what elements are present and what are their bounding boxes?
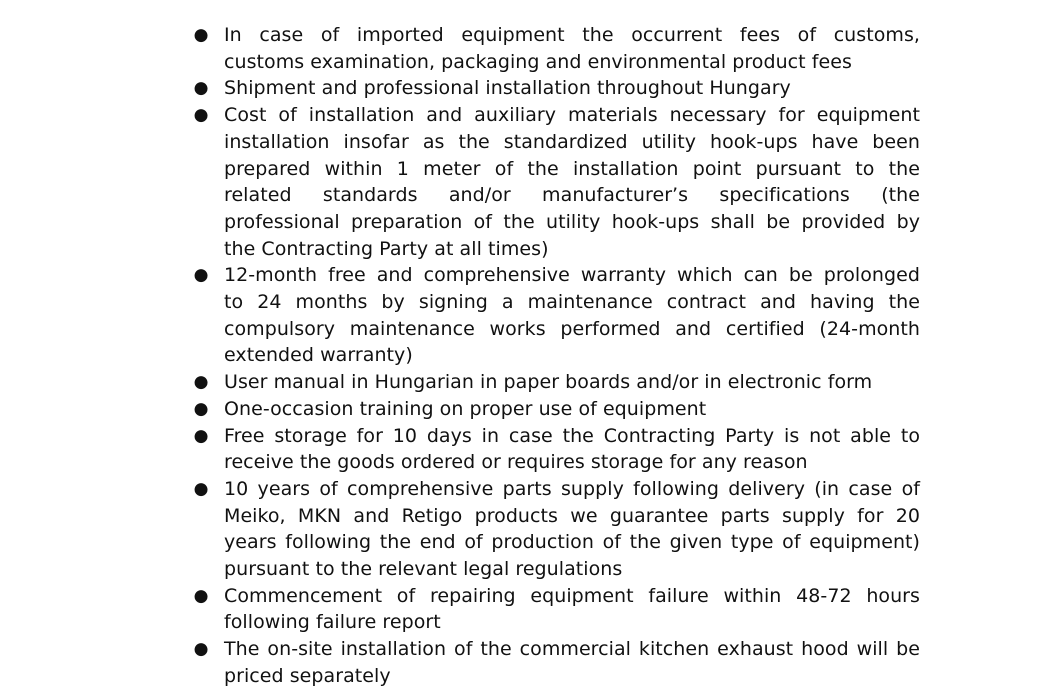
text-line: customs examination, packaging and environmental product fees: [224, 50, 852, 73]
bullet-dot-icon: ●: [193, 105, 209, 126]
text-line: 12-month free and comprehensive warranty which can be prolonged: [224, 264, 920, 287]
text-line: following failure report: [224, 611, 441, 634]
text-line: professional preparation of the utility hook-ups shall be provided by: [224, 210, 920, 233]
text-line: User manual in Hungarian in paper boards and/or in electronic form: [224, 371, 873, 394]
text-line: pursuant to the relevant legal regulations: [224, 558, 623, 581]
text-line: Meiko, MKN and Retigo products we guarantee parts supply for 20: [224, 504, 920, 527]
bullet-item: [0, 75, 1059, 102]
bullet-item-text: [224, 75, 920, 102]
bullet-item-text: [224, 423, 920, 476]
bullet-dot-icon: ●: [193, 425, 209, 446]
bullet-item: [0, 583, 1059, 636]
text-line: compulsory maintenance works performed and certified (24-month: [224, 317, 920, 340]
text-line: receive the goods ordered or requires storage for any reason: [224, 451, 808, 474]
bullet-item-text: [224, 102, 920, 262]
bullet-item: [0, 262, 1059, 369]
text-line: Commencement of repairing equipment failure within 48-72 hours: [224, 584, 920, 607]
bullet-dot-icon: ●: [193, 25, 209, 45]
bullet-item: [0, 396, 1059, 423]
bullet-item-text: [224, 396, 920, 423]
text-line: to 24 months by signing a maintenance contract and having the: [224, 291, 920, 314]
inclusions-bullet-list: [0, 22, 1059, 690]
bullet-item: [0, 423, 1059, 476]
bullet-item-text: [224, 369, 920, 396]
bullet-item: [0, 102, 1059, 262]
bullet-dot-icon: ●: [193, 78, 209, 99]
text-line: prepared within 1 meter of the installation point pursuant to the: [224, 157, 920, 180]
bullet-dot-icon: ●: [193, 372, 209, 393]
text-line: Free storage for 10 days in case the Contracting Party is not able to: [224, 424, 920, 447]
text-line: years following the end of production of the given type of equipment): [224, 531, 920, 554]
bullet-item-text: [224, 476, 920, 583]
text-line: extended warranty): [224, 344, 413, 367]
text-line: The on-site installation of the commercial kitchen exhaust hood will be: [224, 638, 920, 661]
text-line: related standards and/or manufacturer’s specifications (the: [224, 184, 920, 207]
text-line: One-occasion training on proper use of equipment: [224, 397, 707, 420]
bullet-dot-icon: ●: [193, 265, 209, 286]
text-line: priced separately: [224, 664, 391, 687]
text-line: the Contracting Party at all times): [224, 237, 549, 260]
bullet-item-text: [224, 636, 920, 689]
bullet-item-text: [224, 22, 920, 75]
text-line: Cost of installation and auxiliary materials necessary for equipment: [224, 104, 920, 127]
bullet-item-text: [224, 262, 920, 369]
bullet-dot-icon: ●: [193, 585, 209, 606]
text-line: installation insofar as the standardized utility hook-ups have been: [224, 130, 920, 153]
bullet-dot-icon: ●: [193, 478, 209, 499]
text-line: 10 years of comprehensive parts supply following delivery (in case of: [224, 477, 920, 500]
bullet-dot-icon: ●: [193, 398, 209, 419]
text-line: Shipment and professional installation throughout Hungary: [224, 77, 791, 100]
bullet-item: [0, 636, 1059, 689]
bullet-item: [0, 369, 1059, 396]
bullet-dot-icon: ●: [193, 639, 209, 660]
text-line: In case of imported equipment the occurrent fees of customs,: [224, 24, 920, 46]
bullet-item: [0, 22, 1059, 75]
bullet-item-text: [224, 583, 920, 636]
bullet-item: [0, 476, 1059, 583]
